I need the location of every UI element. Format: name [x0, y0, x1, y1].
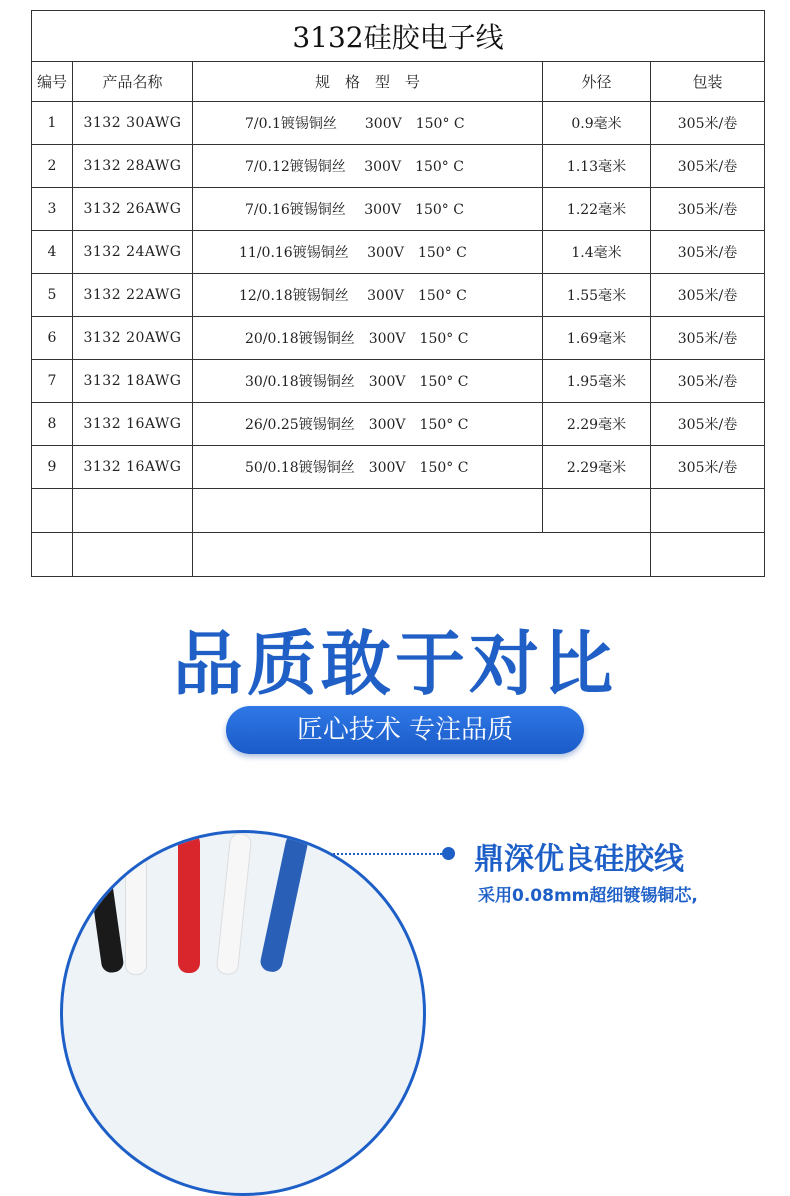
wire-black: [83, 832, 124, 974]
row-name: 3132 16AWG: [73, 403, 193, 446]
row-name: 3132 20AWG: [73, 317, 193, 360]
table-row: [32, 360, 765, 403]
wire-photo: [60, 830, 426, 1196]
row-pack: 305米/卷: [651, 274, 765, 317]
empty-cell: [543, 489, 651, 533]
row-no: 3: [32, 188, 73, 231]
row-no: 4: [32, 231, 73, 274]
row-no: 5: [32, 274, 73, 317]
row-name: 3132 30AWG: [73, 102, 193, 145]
row-no: 7: [32, 360, 73, 403]
header-pack: 包装: [651, 62, 765, 102]
row-od: 1.69毫米: [543, 317, 651, 360]
row-no: 2: [32, 145, 73, 188]
table-row: [32, 145, 765, 188]
row-name: 3132 24AWG: [73, 231, 193, 274]
row-od: 1.13毫米: [543, 145, 651, 188]
row-spec: 26/0.25镀锡铜丝 300V 150° C: [193, 403, 543, 446]
row-pack: 305米/卷: [651, 360, 765, 403]
row-no: 9: [32, 446, 73, 489]
header-no: 编号: [32, 62, 73, 102]
row-od: 1.95毫米: [543, 360, 651, 403]
empty-cell: [32, 533, 73, 577]
row-spec: 11/0.16镀锡铜丝 300V 150° C: [193, 231, 543, 274]
table-row: [32, 102, 765, 145]
row-pack: 305米/卷: [651, 145, 765, 188]
row-no: 1: [32, 102, 73, 145]
row-no: 6: [32, 317, 73, 360]
row-pack: 305米/卷: [651, 188, 765, 231]
callout-line: [330, 853, 442, 855]
row-spec: 12/0.18镀锡铜丝 300V 150° C: [193, 274, 543, 317]
row-od: 1.4毫米: [543, 231, 651, 274]
header-name: 产品名称: [73, 62, 193, 102]
table-header-row: [32, 62, 765, 102]
empty-cell: [193, 533, 651, 577]
row-spec: 30/0.18镀锡铜丝 300V 150° C: [193, 360, 543, 403]
row-pack: 305米/卷: [651, 102, 765, 145]
row-od: 1.55毫米: [543, 274, 651, 317]
table-empty-row: [32, 533, 765, 577]
empty-cell: [651, 489, 765, 533]
table-row: [32, 188, 765, 231]
table-row: [32, 317, 765, 360]
banner-title: 品质敢于对比: [173, 623, 617, 705]
table-row: [32, 274, 765, 317]
row-pack: 305米/卷: [651, 446, 765, 489]
feature-desc: 采用0.08mm超细镀锡铜芯,: [478, 886, 698, 906]
row-name: 3132 16AWG: [73, 446, 193, 489]
row-name: 3132 28AWG: [73, 145, 193, 188]
row-spec: 7/0.16镀锡铜丝 300V 150° C: [193, 188, 543, 231]
row-name: 3132 18AWG: [73, 360, 193, 403]
row-pack: 305米/卷: [651, 317, 765, 360]
row-od: 0.9毫米: [543, 102, 651, 145]
slogan-pill: 匠心技术 专注品质: [226, 706, 584, 754]
row-od: 2.29毫米: [543, 403, 651, 446]
row-pack: 305米/卷: [651, 403, 765, 446]
empty-cell: [193, 489, 543, 533]
wire-white-2: [216, 832, 253, 976]
row-spec: 7/0.1镀锡铜丝 300V 150° C: [193, 102, 543, 145]
row-od: 1.22毫米: [543, 188, 651, 231]
empty-cell: [73, 489, 193, 533]
table-row: [32, 446, 765, 489]
table-title: 3132硅胶电子线: [32, 11, 765, 62]
row-spec: 50/0.18镀锡铜丝 300V 150° C: [193, 446, 543, 489]
table-empty-row: [32, 489, 765, 533]
row-od: 2.29毫米: [543, 446, 651, 489]
empty-cell: [73, 533, 193, 577]
row-no: 8: [32, 403, 73, 446]
spec-table: [31, 10, 765, 577]
empty-cell: [651, 533, 765, 577]
row-name: 3132 22AWG: [73, 274, 193, 317]
table-title-row: [32, 11, 765, 62]
row-spec: 7/0.12镀锡铜丝 300V 150° C: [193, 145, 543, 188]
row-name: 3132 26AWG: [73, 188, 193, 231]
empty-cell: [32, 489, 73, 533]
feature-title: 鼎深优良硅胶线: [474, 842, 684, 877]
table-row: [32, 231, 765, 274]
row-spec: 20/0.18镀锡铜丝 300V 150° C: [193, 317, 543, 360]
callout-dot: [442, 847, 455, 860]
header-od: 外径: [543, 62, 651, 102]
wire-red: [178, 833, 200, 973]
wire-white: [125, 833, 147, 975]
header-spec: 规 格 型 号: [193, 62, 543, 102]
row-pack: 305米/卷: [651, 231, 765, 274]
table-row: [32, 403, 765, 446]
